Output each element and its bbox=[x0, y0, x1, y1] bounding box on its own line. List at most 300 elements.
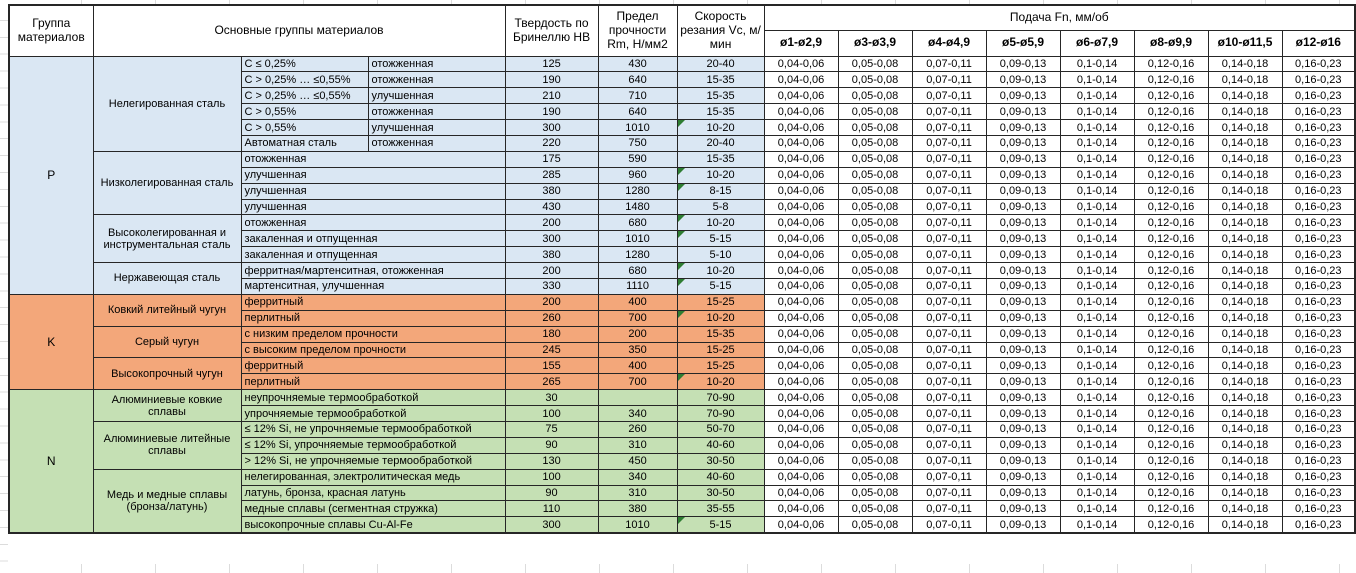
cell-feed-value: 0,07-0,11 bbox=[912, 469, 986, 485]
cell-cutting-speed-vc: 15-25 bbox=[677, 294, 764, 310]
cell-strength-rm: 200 bbox=[598, 326, 677, 342]
cell-feed-value: 0,16-0,23 bbox=[1282, 104, 1355, 120]
cell-feed-value: 0,07-0,11 bbox=[912, 517, 986, 533]
table-row bbox=[9, 326, 1355, 342]
table-row bbox=[9, 358, 1355, 374]
cell-feed-value: 0,09-0,13 bbox=[986, 120, 1060, 136]
cell-strength-rm: 1110 bbox=[598, 278, 677, 294]
cell-feed-value: 0,05-0,08 bbox=[838, 406, 912, 422]
cell-material-desc: мартенситная, улучшенная bbox=[241, 278, 505, 294]
cell-feed-value: 0,1-0,14 bbox=[1060, 390, 1134, 406]
cell-strength-rm: 590 bbox=[598, 151, 677, 167]
cell-feed-value: 0,07-0,11 bbox=[912, 421, 986, 437]
cell-feed-value: 0,14-0,18 bbox=[1208, 501, 1282, 517]
cell-feed-value: 0,1-0,14 bbox=[1060, 469, 1134, 485]
cell-feed-value: 0,12-0,16 bbox=[1134, 120, 1208, 136]
cell-material-state: отожженная bbox=[368, 104, 505, 120]
cell-material-desc: ферритный bbox=[241, 358, 505, 374]
cell-feed-value: 0,07-0,11 bbox=[912, 501, 986, 517]
cell-feed-value: 0,04-0,06 bbox=[764, 56, 838, 72]
cell-hardness-hb: 125 bbox=[505, 56, 598, 72]
cell-material-desc: улучшенная bbox=[241, 199, 505, 215]
cell-feed-value: 0,05-0,08 bbox=[838, 453, 912, 469]
cell-feed-value: 0,16-0,23 bbox=[1282, 151, 1355, 167]
cell-strength-rm: 400 bbox=[598, 358, 677, 374]
cell-feed-value: 0,04-0,06 bbox=[764, 517, 838, 533]
cell-feed-value: 0,05-0,08 bbox=[838, 215, 912, 231]
cell-feed-value: 0,14-0,18 bbox=[1208, 358, 1282, 374]
cell-feed-value: 0,14-0,18 bbox=[1208, 421, 1282, 437]
cell-feed-value: 0,14-0,18 bbox=[1208, 326, 1282, 342]
cell-feed-value: 0,1-0,14 bbox=[1060, 517, 1134, 533]
cell-feed-value: 0,07-0,11 bbox=[912, 247, 986, 263]
cell-feed-value: 0,04-0,06 bbox=[764, 342, 838, 358]
cell-feed-value: 0,05-0,08 bbox=[838, 358, 912, 374]
cell-feed-value: 0,16-0,23 bbox=[1282, 453, 1355, 469]
cell-feed-value: 0,09-0,13 bbox=[986, 326, 1060, 342]
cell-feed-value: 0,09-0,13 bbox=[986, 469, 1060, 485]
cell-feed-value: 0,05-0,08 bbox=[838, 501, 912, 517]
cell-feed-value: 0,1-0,14 bbox=[1060, 120, 1134, 136]
cell-feed-value: 0,04-0,06 bbox=[764, 453, 838, 469]
cell-feed-value: 0,16-0,23 bbox=[1282, 56, 1355, 72]
cell-feed-value: 0,12-0,16 bbox=[1134, 390, 1208, 406]
comment-indicator-icon bbox=[678, 517, 685, 524]
header-cutting-speed: Скорость резания Vc, м/мин bbox=[677, 5, 764, 56]
cell-strength-rm: 430 bbox=[598, 56, 677, 72]
cell-strength-rm: 700 bbox=[598, 310, 677, 326]
cell-feed-value: 0,16-0,23 bbox=[1282, 374, 1355, 390]
cell-feed-value: 0,16-0,23 bbox=[1282, 421, 1355, 437]
cell-feed-value: 0,12-0,16 bbox=[1134, 406, 1208, 422]
cell-material-desc: > 12% Si, не упрочняемые термообработкой bbox=[241, 453, 505, 469]
cell-feed-value: 0,05-0,08 bbox=[838, 231, 912, 247]
cell-feed-value: 0,12-0,16 bbox=[1134, 215, 1208, 231]
cell-feed-value: 0,12-0,16 bbox=[1134, 263, 1208, 279]
cell-feed-value: 0,12-0,16 bbox=[1134, 453, 1208, 469]
cell-cutting-speed-vc: 20-40 bbox=[677, 56, 764, 72]
cell-subgroup-name: Высоколегированная и инструментальная сталь bbox=[93, 215, 241, 263]
cell-feed-value: 0,04-0,06 bbox=[764, 406, 838, 422]
cell-feed-value: 0,04-0,06 bbox=[764, 326, 838, 342]
cell-feed-value: 0,07-0,11 bbox=[912, 231, 986, 247]
cell-feed-value: 0,05-0,08 bbox=[838, 263, 912, 279]
cell-hardness-hb: 210 bbox=[505, 88, 598, 104]
cell-material-desc: отожженная bbox=[241, 215, 505, 231]
table-row bbox=[9, 215, 1355, 231]
cell-material-desc: C > 0,25% … ≤0,55% bbox=[241, 88, 368, 104]
cell-feed-value: 0,05-0,08 bbox=[838, 167, 912, 183]
cell-feed-value: 0,12-0,16 bbox=[1134, 517, 1208, 533]
cell-feed-value: 0,12-0,16 bbox=[1134, 421, 1208, 437]
cell-material-state: отожженная bbox=[368, 56, 505, 72]
cell-cutting-speed-vc-value: 10-20 bbox=[706, 264, 735, 277]
cell-feed-value: 0,04-0,06 bbox=[764, 421, 838, 437]
cell-feed-value: 0,16-0,23 bbox=[1282, 247, 1355, 263]
cell-material-state: улучшенная bbox=[368, 88, 505, 104]
cell-feed-value: 0,1-0,14 bbox=[1060, 88, 1134, 104]
cell-feed-value: 0,04-0,06 bbox=[764, 167, 838, 183]
cell-cutting-speed-vc bbox=[677, 517, 764, 533]
cell-feed-value: 0,07-0,11 bbox=[912, 278, 986, 294]
cell-strength-rm: 640 bbox=[598, 104, 677, 120]
cell-feed-value: 0,04-0,06 bbox=[764, 104, 838, 120]
cell-material-desc: ферритный bbox=[241, 294, 505, 310]
cell-feed-value: 0,1-0,14 bbox=[1060, 183, 1134, 199]
cell-feed-value: 0,04-0,06 bbox=[764, 501, 838, 517]
cell-feed-value: 0,04-0,06 bbox=[764, 469, 838, 485]
cell-cutting-speed-vc: 30-50 bbox=[677, 485, 764, 501]
cell-feed-value: 0,1-0,14 bbox=[1060, 151, 1134, 167]
cell-feed-value: 0,09-0,13 bbox=[986, 167, 1060, 183]
cell-feed-value: 0,16-0,23 bbox=[1282, 390, 1355, 406]
table-header bbox=[9, 5, 1355, 56]
cell-material-desc: с высоким пределом прочности bbox=[241, 342, 505, 358]
cell-feed-value: 0,12-0,16 bbox=[1134, 183, 1208, 199]
cell-cutting-speed-vc bbox=[677, 167, 764, 183]
cell-feed-value: 0,1-0,14 bbox=[1060, 342, 1134, 358]
cell-feed-value: 0,04-0,06 bbox=[764, 72, 838, 88]
cell-feed-value: 0,04-0,06 bbox=[764, 390, 838, 406]
cell-feed-value: 0,05-0,08 bbox=[838, 151, 912, 167]
cell-feed-value: 0,16-0,23 bbox=[1282, 517, 1355, 533]
header-tensile-strength: Предел прочности Rm, Н/мм2 bbox=[598, 5, 677, 56]
comment-indicator-icon bbox=[678, 231, 685, 238]
cell-material-desc: ферритная/мартенситная, отожженная bbox=[241, 263, 505, 279]
cell-feed-value: 0,09-0,13 bbox=[986, 88, 1060, 104]
cell-strength-rm: 680 bbox=[598, 215, 677, 231]
cell-material-desc: C > 0,55% bbox=[241, 120, 368, 136]
cell-feed-value: 0,12-0,16 bbox=[1134, 199, 1208, 215]
comment-indicator-icon bbox=[678, 168, 685, 175]
cell-feed-value: 0,12-0,16 bbox=[1134, 88, 1208, 104]
cell-feed-value: 0,14-0,18 bbox=[1208, 437, 1282, 453]
cell-feed-value: 0,07-0,11 bbox=[912, 485, 986, 501]
cell-feed-value: 0,09-0,13 bbox=[986, 294, 1060, 310]
cell-feed-value: 0,07-0,11 bbox=[912, 104, 986, 120]
cell-feed-value: 0,07-0,11 bbox=[912, 294, 986, 310]
cell-strength-rm: 340 bbox=[598, 469, 677, 485]
cell-feed-value: 0,05-0,08 bbox=[838, 120, 912, 136]
cell-material-desc: C > 0,55% bbox=[241, 104, 368, 120]
cell-subgroup-name: Алюминиевые литейные сплавы bbox=[93, 421, 241, 469]
table-row bbox=[9, 390, 1355, 406]
cell-feed-value: 0,07-0,11 bbox=[912, 358, 986, 374]
cell-feed-value: 0,14-0,18 bbox=[1208, 56, 1282, 72]
cell-hardness-hb: 265 bbox=[505, 374, 598, 390]
cell-material-desc: медные сплавы (сегментная стружка) bbox=[241, 501, 505, 517]
header-feed-diameter-col: ø8-ø9,9 bbox=[1134, 30, 1208, 56]
cell-feed-value: 0,09-0,13 bbox=[986, 342, 1060, 358]
cell-feed-value: 0,1-0,14 bbox=[1060, 326, 1134, 342]
cell-feed-value: 0,1-0,14 bbox=[1060, 358, 1134, 374]
cell-feed-value: 0,04-0,06 bbox=[764, 151, 838, 167]
cell-feed-value: 0,16-0,23 bbox=[1282, 326, 1355, 342]
cell-cutting-speed-vc bbox=[677, 183, 764, 199]
cell-feed-value: 0,09-0,13 bbox=[986, 437, 1060, 453]
cell-feed-value: 0,04-0,06 bbox=[764, 135, 838, 151]
cell-feed-value: 0,14-0,18 bbox=[1208, 263, 1282, 279]
cell-feed-value: 0,12-0,16 bbox=[1134, 167, 1208, 183]
cell-feed-value: 0,07-0,11 bbox=[912, 310, 986, 326]
cell-hardness-hb: 380 bbox=[505, 183, 598, 199]
cell-strength-rm: 1010 bbox=[598, 517, 677, 533]
cell-hardness-hb: 380 bbox=[505, 247, 598, 263]
cell-hardness-hb: 220 bbox=[505, 135, 598, 151]
cell-feed-value: 0,12-0,16 bbox=[1134, 278, 1208, 294]
cell-hardness-hb: 200 bbox=[505, 215, 598, 231]
cell-feed-value: 0,04-0,06 bbox=[764, 437, 838, 453]
cell-feed-value: 0,14-0,18 bbox=[1208, 135, 1282, 151]
cell-feed-value: 0,16-0,23 bbox=[1282, 167, 1355, 183]
cell-feed-value: 0,09-0,13 bbox=[986, 263, 1060, 279]
cell-feed-value: 0,1-0,14 bbox=[1060, 104, 1134, 120]
cell-feed-value: 0,05-0,08 bbox=[838, 342, 912, 358]
cell-strength-rm: 710 bbox=[598, 88, 677, 104]
cell-feed-value: 0,1-0,14 bbox=[1060, 294, 1134, 310]
cell-feed-value: 0,12-0,16 bbox=[1134, 247, 1208, 263]
cell-strength-rm: 1010 bbox=[598, 120, 677, 136]
cell-feed-value: 0,12-0,16 bbox=[1134, 310, 1208, 326]
cell-feed-value: 0,09-0,13 bbox=[986, 135, 1060, 151]
cell-hardness-hb: 155 bbox=[505, 358, 598, 374]
cell-feed-value: 0,12-0,16 bbox=[1134, 151, 1208, 167]
cell-cutting-speed-vc: 15-25 bbox=[677, 342, 764, 358]
cell-cutting-speed-vc-value: 10-20 bbox=[706, 312, 735, 325]
cell-feed-value: 0,07-0,11 bbox=[912, 326, 986, 342]
cell-hardness-hb: 330 bbox=[505, 278, 598, 294]
cell-feed-value: 0,05-0,08 bbox=[838, 183, 912, 199]
cell-feed-value: 0,14-0,18 bbox=[1208, 104, 1282, 120]
cell-strength-rm: 640 bbox=[598, 72, 677, 88]
cell-feed-value: 0,1-0,14 bbox=[1060, 278, 1134, 294]
cell-material-desc: закаленная и отпущенная bbox=[241, 231, 505, 247]
cell-material-desc: с низким пределом прочности bbox=[241, 326, 505, 342]
cell-feed-value: 0,07-0,11 bbox=[912, 215, 986, 231]
cell-feed-value: 0,14-0,18 bbox=[1208, 247, 1282, 263]
cell-hardness-hb: 175 bbox=[505, 151, 598, 167]
cell-feed-value: 0,05-0,08 bbox=[838, 72, 912, 88]
cell-cutting-speed-vc-value: 5-15 bbox=[709, 280, 732, 293]
cell-feed-value: 0,16-0,23 bbox=[1282, 342, 1355, 358]
cell-strength-rm: 960 bbox=[598, 167, 677, 183]
cell-feed-value: 0,04-0,06 bbox=[764, 485, 838, 501]
cell-feed-value: 0,1-0,14 bbox=[1060, 199, 1134, 215]
table-row bbox=[9, 263, 1355, 279]
cell-cutting-speed-vc-value: 8-15 bbox=[709, 185, 732, 198]
cell-cutting-speed-vc: 15-35 bbox=[677, 88, 764, 104]
cell-cutting-speed-vc: 15-35 bbox=[677, 72, 764, 88]
cell-feed-value: 0,07-0,11 bbox=[912, 199, 986, 215]
sheet-margin-bottom bbox=[8, 564, 1353, 573]
cell-feed-value: 0,09-0,13 bbox=[986, 358, 1060, 374]
cell-hardness-hb: 200 bbox=[505, 263, 598, 279]
header-feed-title: Подача Fn, мм/об bbox=[764, 5, 1355, 30]
cell-feed-value: 0,14-0,18 bbox=[1208, 183, 1282, 199]
cell-feed-value: 0,14-0,18 bbox=[1208, 199, 1282, 215]
cell-feed-value: 0,09-0,13 bbox=[986, 199, 1060, 215]
cell-subgroup-name: Серый чугун bbox=[93, 326, 241, 358]
cell-feed-value: 0,16-0,23 bbox=[1282, 485, 1355, 501]
cell-feed-value: 0,1-0,14 bbox=[1060, 310, 1134, 326]
cell-subgroup-name: Нержавеющая сталь bbox=[93, 263, 241, 295]
table-row bbox=[9, 56, 1355, 72]
cell-feed-value: 0,14-0,18 bbox=[1208, 390, 1282, 406]
comment-indicator-icon bbox=[678, 184, 685, 191]
cell-feed-value: 0,09-0,13 bbox=[986, 406, 1060, 422]
cell-feed-value: 0,1-0,14 bbox=[1060, 247, 1134, 263]
cell-feed-value: 0,04-0,06 bbox=[764, 215, 838, 231]
cell-subgroup-name: Низколегированная сталь bbox=[93, 151, 241, 215]
cell-feed-value: 0,05-0,08 bbox=[838, 437, 912, 453]
cell-subgroup-name: Высокопрочный чугун bbox=[93, 358, 241, 390]
cell-feed-value: 0,16-0,23 bbox=[1282, 215, 1355, 231]
cell-cutting-speed-vc bbox=[677, 263, 764, 279]
cell-feed-value: 0,14-0,18 bbox=[1208, 120, 1282, 136]
cell-feed-value: 0,07-0,11 bbox=[912, 88, 986, 104]
cell-material-desc: Автоматная сталь bbox=[241, 135, 368, 151]
cell-feed-value: 0,09-0,13 bbox=[986, 517, 1060, 533]
cell-hardness-hb: 245 bbox=[505, 342, 598, 358]
cell-material-desc: отожженная bbox=[241, 151, 505, 167]
cell-feed-value: 0,14-0,18 bbox=[1208, 469, 1282, 485]
cell-feed-value: 0,09-0,13 bbox=[986, 183, 1060, 199]
cell-cutting-speed-vc: 5-10 bbox=[677, 247, 764, 263]
cell-feed-value: 0,12-0,16 bbox=[1134, 294, 1208, 310]
cell-cutting-speed-vc-value: 10-20 bbox=[706, 375, 735, 388]
cell-feed-value: 0,09-0,13 bbox=[986, 247, 1060, 263]
cell-feed-value: 0,12-0,16 bbox=[1134, 437, 1208, 453]
cell-cutting-speed-vc-value: 5-15 bbox=[709, 518, 732, 531]
cell-cutting-speed-vc bbox=[677, 231, 764, 247]
cell-cutting-speed-vc: 15-25 bbox=[677, 358, 764, 374]
cell-cutting-speed-vc-value: 5-15 bbox=[709, 232, 732, 245]
cell-feed-value: 0,09-0,13 bbox=[986, 421, 1060, 437]
cell-cutting-speed-vc bbox=[677, 278, 764, 294]
cell-strength-rm: 310 bbox=[598, 437, 677, 453]
cell-material-desc: латунь, бронза, красная латунь bbox=[241, 485, 505, 501]
cell-strength-rm: 450 bbox=[598, 453, 677, 469]
cell-feed-value: 0,05-0,08 bbox=[838, 278, 912, 294]
cell-feed-value: 0,07-0,11 bbox=[912, 151, 986, 167]
cell-material-desc: упрочняемые термообработкой bbox=[241, 406, 505, 422]
comment-indicator-icon bbox=[678, 263, 685, 270]
cell-material-desc: перлитный bbox=[241, 374, 505, 390]
cell-cutting-speed-vc bbox=[677, 120, 764, 136]
cell-material-desc: C ≤ 0,25% bbox=[241, 56, 368, 72]
cell-feed-value: 0,09-0,13 bbox=[986, 485, 1060, 501]
cell-cutting-speed-vc: 20-40 bbox=[677, 135, 764, 151]
cell-feed-value: 0,14-0,18 bbox=[1208, 342, 1282, 358]
cell-material-desc: улучшенная bbox=[241, 183, 505, 199]
cell-hardness-hb: 130 bbox=[505, 453, 598, 469]
cell-strength-rm: 1010 bbox=[598, 231, 677, 247]
cell-feed-value: 0,16-0,23 bbox=[1282, 406, 1355, 422]
cell-feed-value: 0,04-0,06 bbox=[764, 374, 838, 390]
cell-hardness-hb: 110 bbox=[505, 501, 598, 517]
cell-feed-value: 0,04-0,06 bbox=[764, 120, 838, 136]
cell-feed-value: 0,09-0,13 bbox=[986, 374, 1060, 390]
cell-material-desc: перлитный bbox=[241, 310, 505, 326]
cell-feed-value: 0,14-0,18 bbox=[1208, 294, 1282, 310]
cell-feed-value: 0,07-0,11 bbox=[912, 167, 986, 183]
cell-cutting-speed-vc: 15-35 bbox=[677, 326, 764, 342]
cell-feed-value: 0,16-0,23 bbox=[1282, 199, 1355, 215]
cell-feed-value: 0,09-0,13 bbox=[986, 104, 1060, 120]
cell-feed-value: 0,07-0,11 bbox=[912, 56, 986, 72]
cell-hardness-hb: 200 bbox=[505, 294, 598, 310]
cell-hardness-hb: 300 bbox=[505, 517, 598, 533]
comment-indicator-icon bbox=[678, 120, 685, 127]
cell-feed-value: 0,09-0,13 bbox=[986, 310, 1060, 326]
cell-material-desc: нелегированная, электролитическая медь bbox=[241, 469, 505, 485]
cell-strength-rm bbox=[598, 390, 677, 406]
header-material-group: Группа материалов bbox=[9, 5, 93, 56]
cell-feed-value: 0,1-0,14 bbox=[1060, 167, 1134, 183]
cell-feed-value: 0,09-0,13 bbox=[986, 501, 1060, 517]
cell-feed-value: 0,14-0,18 bbox=[1208, 231, 1282, 247]
cell-feed-value: 0,1-0,14 bbox=[1060, 72, 1134, 88]
table-row bbox=[9, 469, 1355, 485]
cell-feed-value: 0,16-0,23 bbox=[1282, 310, 1355, 326]
cell-hardness-hb: 90 bbox=[505, 485, 598, 501]
cell-hardness-hb: 100 bbox=[505, 406, 598, 422]
cell-feed-value: 0,05-0,08 bbox=[838, 374, 912, 390]
cell-feed-value: 0,05-0,08 bbox=[838, 485, 912, 501]
cell-hardness-hb: 190 bbox=[505, 72, 598, 88]
cell-material-desc: ≤ 12% Si, упрочняемые термообработкой bbox=[241, 437, 505, 453]
header-feed-diameter-col: ø10-ø11,5 bbox=[1208, 30, 1282, 56]
cell-feed-value: 0,14-0,18 bbox=[1208, 406, 1282, 422]
cell-strength-rm: 340 bbox=[598, 406, 677, 422]
cell-feed-value: 0,1-0,14 bbox=[1060, 374, 1134, 390]
cell-hardness-hb: 30 bbox=[505, 390, 598, 406]
cell-feed-value: 0,16-0,23 bbox=[1282, 358, 1355, 374]
cell-feed-value: 0,04-0,06 bbox=[764, 247, 838, 263]
cell-feed-value: 0,1-0,14 bbox=[1060, 453, 1134, 469]
cell-feed-value: 0,05-0,08 bbox=[838, 104, 912, 120]
cell-feed-value: 0,16-0,23 bbox=[1282, 263, 1355, 279]
cell-feed-value: 0,07-0,11 bbox=[912, 374, 986, 390]
cell-feed-value: 0,1-0,14 bbox=[1060, 135, 1134, 151]
cell-feed-value: 0,14-0,18 bbox=[1208, 215, 1282, 231]
cell-feed-value: 0,1-0,14 bbox=[1060, 215, 1134, 231]
cell-feed-value: 0,04-0,06 bbox=[764, 199, 838, 215]
table-row bbox=[9, 421, 1355, 437]
comment-indicator-icon bbox=[678, 215, 685, 222]
cell-feed-value: 0,12-0,16 bbox=[1134, 56, 1208, 72]
cell-feed-value: 0,05-0,08 bbox=[838, 390, 912, 406]
cell-feed-value: 0,09-0,13 bbox=[986, 72, 1060, 88]
cell-cutting-speed-vc: 40-60 bbox=[677, 437, 764, 453]
cell-hardness-hb: 100 bbox=[505, 469, 598, 485]
cell-material-state: улучшенная bbox=[368, 120, 505, 136]
cell-feed-value: 0,04-0,06 bbox=[764, 88, 838, 104]
cell-group-letter: N bbox=[9, 390, 93, 533]
cell-feed-value: 0,09-0,13 bbox=[986, 390, 1060, 406]
cell-feed-value: 0,07-0,11 bbox=[912, 183, 986, 199]
cell-feed-value: 0,12-0,16 bbox=[1134, 485, 1208, 501]
cell-cutting-speed-vc: 15-35 bbox=[677, 104, 764, 120]
cell-cutting-speed-vc bbox=[677, 215, 764, 231]
cell-strength-rm: 350 bbox=[598, 342, 677, 358]
cell-feed-value: 0,14-0,18 bbox=[1208, 453, 1282, 469]
cell-feed-value: 0,04-0,06 bbox=[764, 231, 838, 247]
cell-material-state: отожженная bbox=[368, 135, 505, 151]
cell-cutting-speed-vc: 15-35 bbox=[677, 151, 764, 167]
cell-feed-value: 0,16-0,23 bbox=[1282, 294, 1355, 310]
cell-cutting-speed-vc: 70-90 bbox=[677, 390, 764, 406]
